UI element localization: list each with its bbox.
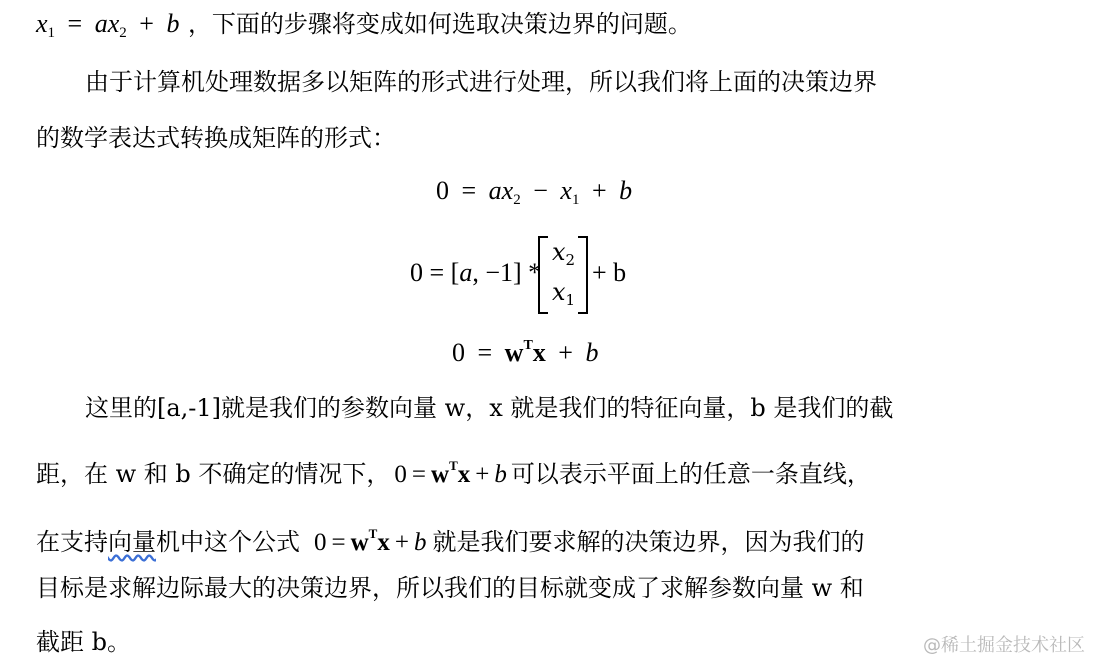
line-1	[36, 4, 692, 44]
para-2-line-c-post: 就是我们要求解的决策边界，因为我们的	[432, 528, 865, 556]
line-1-text: ，下面的步骤将变成如何选取决策边界的问题。	[187, 10, 692, 38]
sub-2: 2	[513, 192, 521, 208]
para-2-line-c-pre: 在支持	[36, 528, 108, 556]
equals-sign: =	[477, 338, 493, 367]
para-2-line-e: 截距 b。	[36, 628, 131, 656]
vector-entry-bottom	[552, 278, 575, 309]
zero: 0	[394, 461, 407, 488]
plus-b: + b	[592, 258, 627, 287]
var-x: x	[36, 9, 48, 38]
spellcheck-underlined-word: 向量	[108, 528, 156, 556]
minus-sign: −	[533, 176, 548, 205]
zero: 0	[452, 338, 465, 367]
bold-x: x	[457, 461, 471, 488]
equation-2-lhs	[410, 258, 541, 288]
var-b: b	[494, 461, 507, 488]
equation-1	[436, 176, 632, 209]
var-x: x	[552, 278, 566, 306]
var-x: x	[107, 9, 120, 38]
bracket-right	[578, 236, 588, 314]
plus-sign: +	[475, 461, 490, 488]
var-a: a	[488, 176, 502, 205]
zero: 0	[314, 529, 327, 556]
var-b: b	[585, 338, 599, 367]
var-b: b	[619, 176, 633, 205]
transpose-T: T	[449, 458, 458, 473]
para-1-line-a: 由于计算机处理数据多以矩阵的形式进行处理，所以我们将上面的决策边界	[85, 68, 877, 96]
zero: 0	[436, 176, 449, 205]
sub-2: 2	[119, 25, 127, 41]
sub-1: 1	[565, 291, 576, 309]
equals-sign: =	[331, 529, 346, 556]
vector-entry-top	[552, 238, 575, 269]
bracket-left	[538, 236, 548, 314]
para-2-line-b	[36, 446, 871, 486]
bold-w: w	[504, 338, 524, 367]
var-b: b	[413, 529, 427, 556]
equals-sign: =	[411, 461, 427, 488]
inline-formula-wTx-plus-b	[394, 446, 506, 495]
formula-x1-eq-ax2-plus-b	[36, 9, 186, 41]
plus-sign: +	[139, 9, 154, 38]
plus-sign: +	[558, 338, 573, 367]
para-2-line-d: 目标是求解边际最大的决策边界，所以我们的目标就变成了求解参数向量 w 和	[36, 574, 864, 602]
bold-x: x	[532, 338, 546, 367]
plus-sign: +	[394, 529, 409, 556]
para-2-line-b-pre: 距，在 w 和 b 不确定的情况下，	[36, 460, 391, 488]
para-2-line-c-mid: 机中这个公式	[156, 528, 300, 556]
equals-sign: =	[461, 176, 477, 205]
equation-3	[452, 338, 598, 368]
lhs-rest: , −1] *	[472, 258, 542, 287]
bold-x: x	[377, 529, 390, 556]
equation-2-tail	[592, 258, 626, 288]
para-2-line-b-post: 可以表示平面上的任意一条直线，	[510, 460, 871, 488]
para-2-line-a: 这里的[a,-1]就是我们的参数向量 w，x 就是我们的特征向量，b 是我们的截	[85, 394, 894, 422]
para-2-line-c	[36, 514, 864, 554]
bold-w: w	[350, 529, 369, 556]
inline-formula-wTx-plus-b	[314, 514, 426, 563]
bold-w: w	[431, 461, 450, 488]
var-x: x	[501, 176, 514, 205]
transpose-T: T	[368, 526, 378, 541]
var-b: b	[166, 9, 180, 38]
var-a: a	[459, 258, 473, 287]
sub-1: 1	[571, 192, 580, 208]
sub-2: 2	[565, 251, 576, 269]
var-a: a	[94, 9, 108, 38]
var-x: x	[552, 238, 566, 266]
lhs-open: 0 = [	[410, 258, 460, 287]
var-x: x	[560, 176, 572, 205]
sub-1: 1	[47, 25, 56, 41]
transpose-T: T	[523, 338, 533, 353]
para-1-line-b: 的数学表达式转换成矩阵的形式：	[36, 124, 396, 152]
plus-sign: +	[591, 176, 607, 205]
watermark: @稀土掘金技术社区	[923, 635, 1085, 656]
equals-sign: =	[67, 9, 83, 38]
